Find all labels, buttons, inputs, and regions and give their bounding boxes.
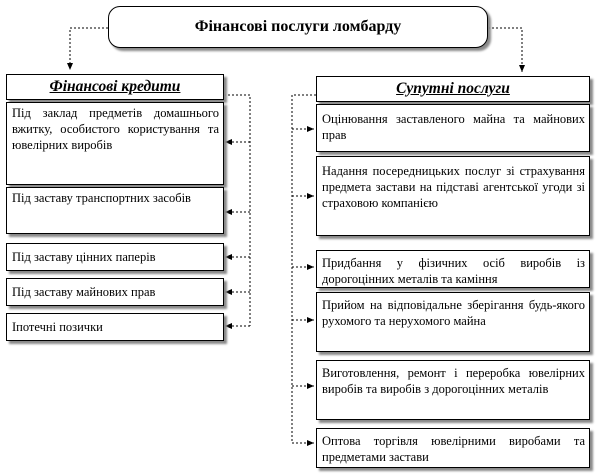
- left-item-3: [6, 243, 224, 271]
- left-item-1: [6, 102, 224, 185]
- left-item-2-text: Під заставу транспортних засобів: [12, 191, 191, 205]
- right-item-4: [316, 292, 590, 352]
- title-to-left-arrow: [70, 28, 108, 70]
- right-item-6: [316, 428, 590, 468]
- left-heading-text: Фінансові кредити: [49, 78, 181, 95]
- right-item-3: [316, 250, 590, 288]
- right-item-5-text: Виготовлення, ремонт і переробка ювелірних виробів та виробів з дорогоцінних металів: [322, 366, 585, 396]
- diagram-title: [108, 6, 488, 48]
- left-bracket-line: [224, 95, 250, 326]
- right-item-2: [316, 156, 590, 236]
- left-item-1-text: Під заклад предметів домашнього вжитку, особистого користування та ювелірних виробів: [12, 106, 219, 152]
- right-bracket-line: [292, 95, 316, 443]
- left-item-5-text: Іпотечні позички: [12, 320, 103, 334]
- left-heading: [6, 74, 224, 100]
- left-item-2: [6, 187, 224, 234]
- left-item-4-text: Під заставу майнових прав: [12, 285, 156, 299]
- left-item-3-text: Під заставу цінних паперів: [12, 250, 156, 264]
- diagram-title-text: Фінансові послуги ломбарду: [194, 18, 402, 35]
- right-item-4-text: Прийом на відповідальне зберігання будь-якого рухомого та нерухомого майна: [322, 298, 585, 328]
- left-item-4: [6, 278, 224, 306]
- left-item-5: [6, 313, 224, 341]
- right-item-6-text: Оптова торгівля ювелірними виробами та предметами застави: [322, 434, 585, 464]
- right-heading-text: Супутні послуги: [396, 80, 510, 97]
- right-item-5: [316, 360, 590, 420]
- right-item-2-text: Надання посередницьких послуг зі страхування предмета застави на підставі агентської угоди зі страховою компанією: [322, 164, 585, 210]
- right-heading: [316, 76, 590, 102]
- right-item-3-text: Придбання у фізичних осіб виробів із дорогоцінних металів та каміння: [322, 256, 585, 286]
- right-item-1-text: Оцінювання заставленого майна та майнових прав: [322, 112, 585, 142]
- title-to-right-arrow: [488, 28, 522, 72]
- right-item-1: [316, 104, 590, 152]
